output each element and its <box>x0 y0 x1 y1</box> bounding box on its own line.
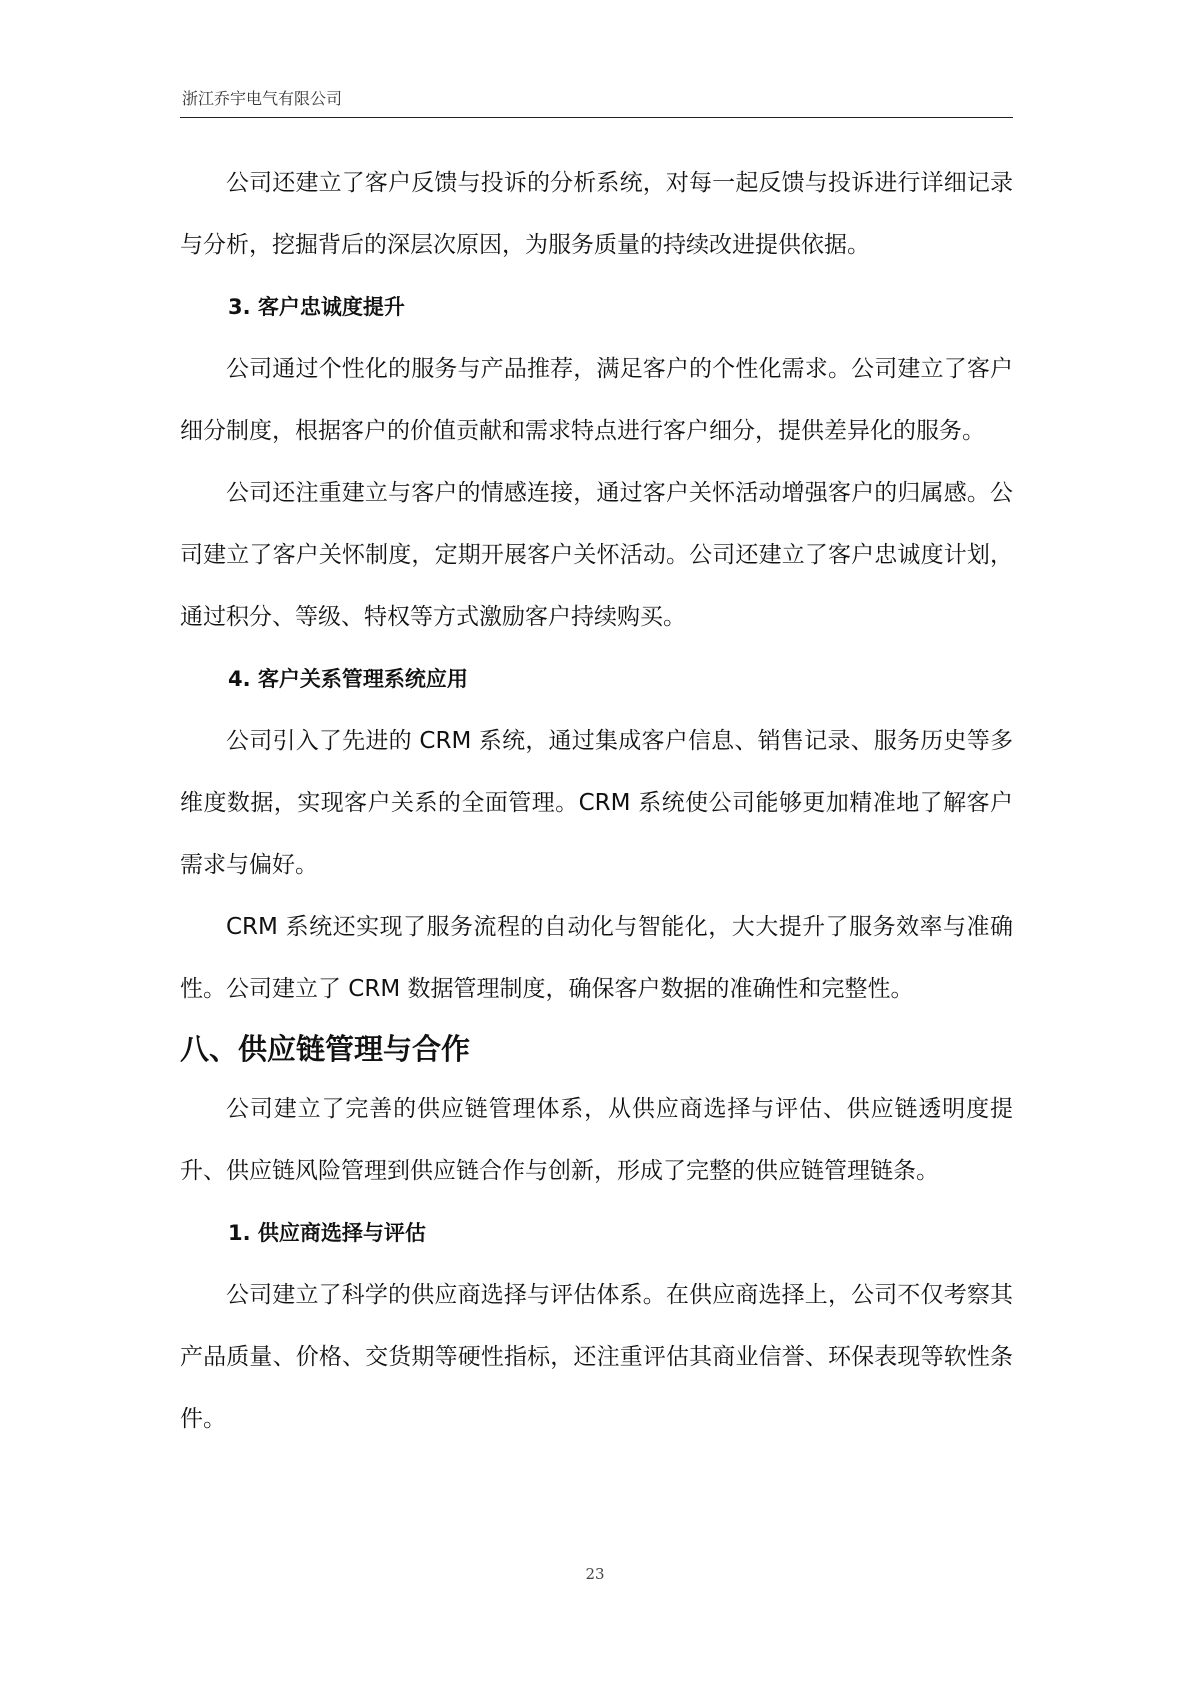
paragraph-feedback-analysis: 公司还建立了客户反馈与投诉的分析系统，对每一起反馈与投诉进行详细记录与分析，挖掘背后的深层次原因，为服务质量的持续改进提供依据。 <box>180 170 1013 258</box>
page-number: 23 <box>585 1565 605 1583</box>
subheading-crm-system: 4. 客户关系管理系统应用 <box>228 667 468 691</box>
paragraph-crm-automation: CRM 系统还实现了服务流程的自动化与智能化，大大提升了服务效率与准确性。公司建立了 CRM 数据管理制度，确保客户数据的准确性和完整性。 <box>180 914 1013 1002</box>
paragraph-supplier-evaluation: 公司建立了科学的供应商选择与评估体系。在供应商选择上，公司不仅考察其产品质量、价格、交货期等硬性指标，还注重评估其商业信誉、环保表现等软性条件。 <box>180 1282 1013 1432</box>
page-header <box>180 86 1013 118</box>
document-body <box>180 152 1013 1450</box>
company-name: 浙江乔宇电气有限公司 <box>182 89 343 108</box>
paragraph-emotional-connection: 公司还注重建立与客户的情感连接，通过客户关怀活动增强客户的归属感。公司建立了客户关怀制度，定期开展客户关怀活动。公司还建立了客户忠诚度计划，通过积分、等级、特权等方式激励客户持续购买。 <box>180 480 1013 630</box>
paragraph-personalized-service: 公司通过个性化的服务与产品推荐，满足客户的个性化需求。公司建立了客户细分制度，根据客户的价值贡献和需求特点进行客户细分，提供差异化的服务。 <box>180 356 1013 444</box>
section-heading-supply-chain: 八、供应链管理与合作 <box>180 1032 471 1066</box>
subheading-supplier-selection: 1. 供应商选择与评估 <box>228 1221 426 1245</box>
paragraph-crm-introduction: 公司引入了先进的 CRM 系统，通过集成客户信息、销售记录、服务历史等多维度数据，实现客户关系的全面管理。CRM 系统使公司能够更加精准地了解客户需求与偏好。 <box>180 728 1013 878</box>
paragraph-supply-chain-system: 公司建立了完善的供应链管理体系，从供应商选择与评估、供应链透明度提升、供应链风险管理到供应链合作与创新，形成了完整的供应链管理链条。 <box>180 1096 1013 1184</box>
subheading-customer-loyalty: 3. 客户忠诚度提升 <box>228 295 405 319</box>
